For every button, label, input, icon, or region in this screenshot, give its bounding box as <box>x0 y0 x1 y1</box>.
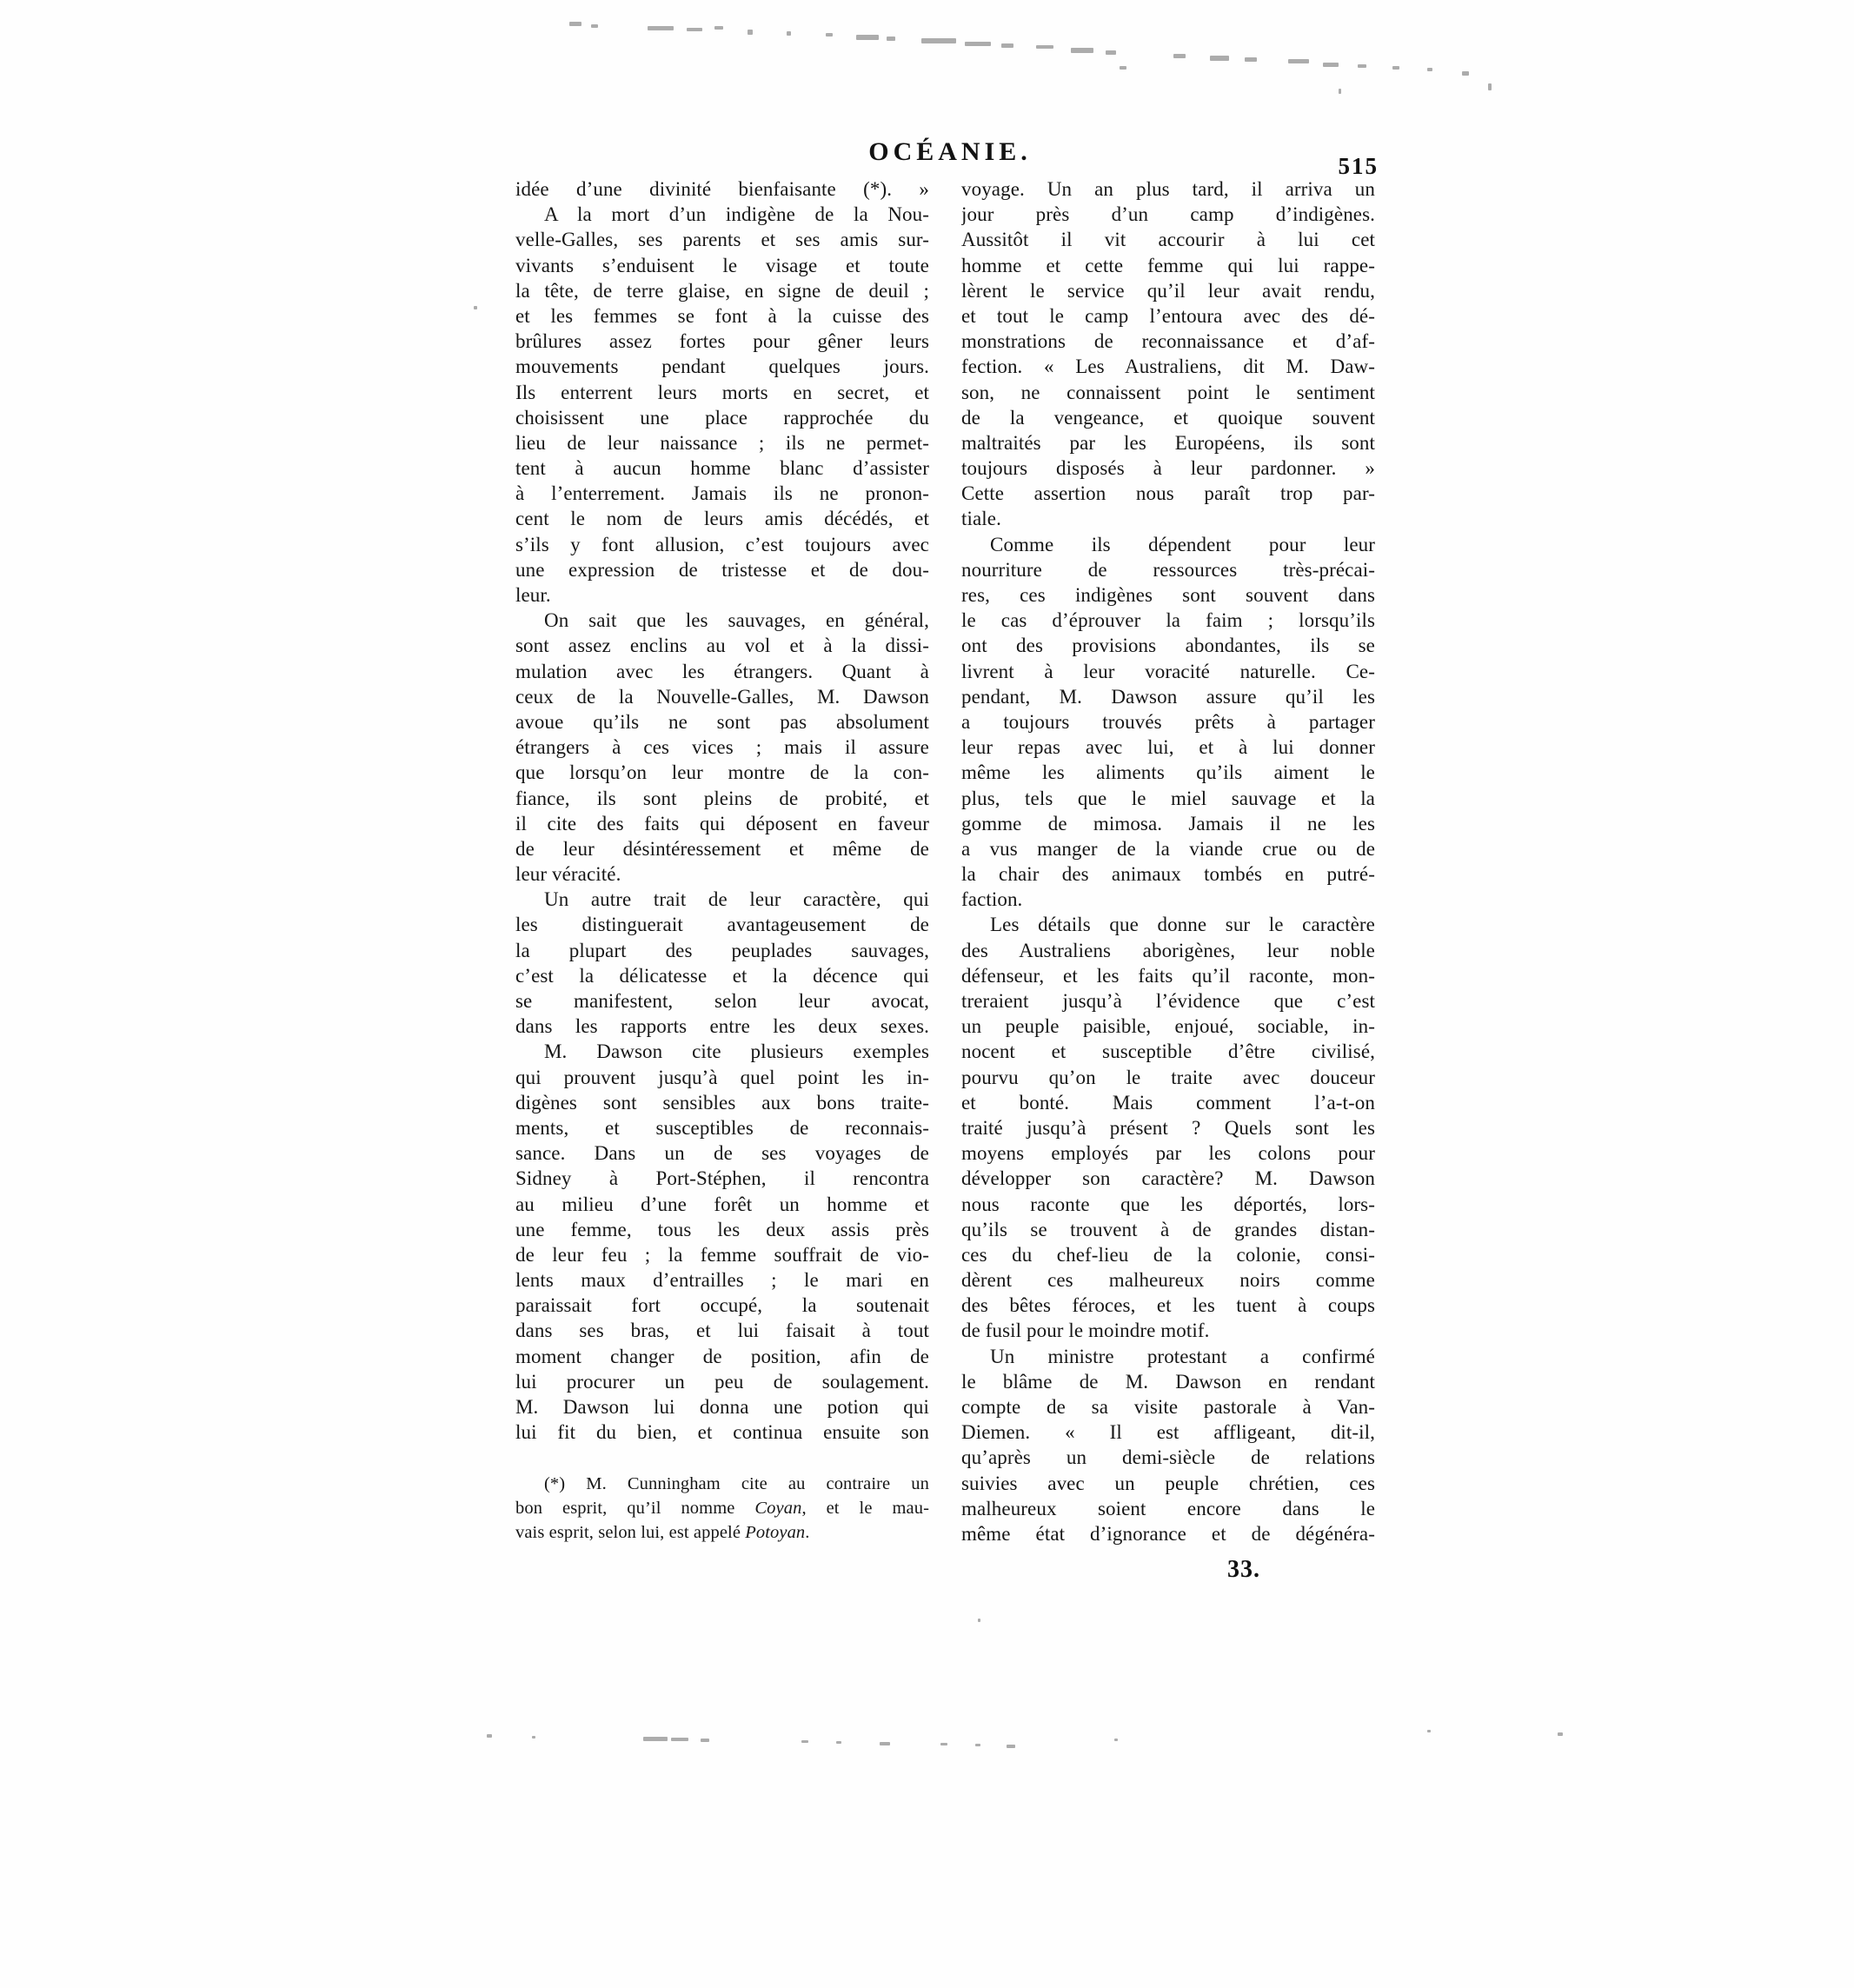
text-line: un peuple paisible, enjoué, sociable, in- <box>961 1015 1375 1038</box>
scan-artifact <box>591 24 598 28</box>
text-line: ceux de la Nouvelle-Galles, M. Dawson <box>515 685 929 708</box>
text-line: moyens employés par les colons pour <box>961 1142 1375 1165</box>
text-line: même les aliments qu’ils aiment le <box>961 761 1375 784</box>
scan-artifact <box>671 1738 688 1741</box>
right-column-text <box>961 176 1375 1546</box>
scan-artifact <box>836 1741 841 1744</box>
scan-artifact <box>965 42 991 46</box>
scan-artifact <box>1558 1732 1563 1736</box>
text-line: la plupart des peuplades sauvages, <box>515 939 929 961</box>
scan-artifact <box>714 26 723 30</box>
text-line: leur véracité. <box>515 863 621 886</box>
text-line: choisissent une place rapprochée du <box>515 406 929 429</box>
paragraph <box>961 912 1375 1343</box>
text-line: de leur feu ; la femme souffrait de vio- <box>515 1243 929 1266</box>
scan-artifact <box>1427 68 1432 71</box>
text-line: pendant, M. Dawson assure qu’il les <box>961 685 1375 708</box>
text-line: lents maux d’entrailles ; le mari en <box>515 1269 929 1292</box>
scan-artifact <box>1120 66 1126 70</box>
text-line: qu’après un demi-siècle de relations <box>961 1446 1375 1469</box>
text-line: (*) M. Cunningham cite au contraire un <box>544 1474 929 1494</box>
text-line: qui prouvent jusqu’à quel point les in- <box>515 1066 929 1088</box>
text-line: une femme, tous les deux assis près <box>515 1218 929 1240</box>
text-line: M. Dawson cite plusieurs exemples <box>544 1041 929 1063</box>
text-line: et tout le camp l’entoura avec des dé- <box>961 304 1375 327</box>
text-line: lui procurer un peu de soulagement. <box>515 1370 929 1393</box>
scan-artifact <box>826 33 833 37</box>
text-line: tent à aucun homme blanc d’assister <box>515 457 929 480</box>
text-line: de fusil pour le moindre motif. <box>961 1320 1210 1342</box>
scan-artifact <box>1071 48 1093 53</box>
scan-artifact <box>1339 89 1341 94</box>
text-line: velle-Galles, ses parents et ses amis sur- <box>515 229 929 251</box>
paragraph <box>961 532 1375 913</box>
text-line: fection. « Les Australiens, dit M. Daw- <box>961 356 1375 378</box>
text-line: A la mort d’un indigène de la Nou- <box>544 203 929 226</box>
text-line: a vus manger de la viande crue ou de <box>961 837 1375 860</box>
text-line: au milieu d’une forêt un homme et <box>515 1193 929 1215</box>
text-line: digènes sont sensibles aux bons traite- <box>515 1091 929 1114</box>
text-line: a toujours trouvés prêts à partager <box>961 710 1375 733</box>
scan-artifact <box>474 306 477 309</box>
left-column <box>515 176 929 1545</box>
scan-artifact <box>1036 45 1053 49</box>
text-line: nourriture de ressources très-précai- <box>961 558 1375 581</box>
text-line: même état d’ignorance et de dégénéra- <box>961 1522 1375 1545</box>
text-line: s’ils y font allusion, c’est toujours avec <box>515 533 929 555</box>
text-line: voyage. Un an plus tard, il arriva un <box>961 178 1375 200</box>
paragraph <box>515 202 929 608</box>
text-line: mouvements pendant quelques jours. <box>515 356 929 378</box>
scan-artifact <box>978 1619 980 1622</box>
text-line: sance. Dans un de ses voyages de <box>515 1142 929 1165</box>
scan-artifact <box>940 1743 947 1745</box>
text-line: la chair des animaux tombés en putré- <box>961 863 1375 886</box>
text-line: gomme de mimosa. Jamais il ne les <box>961 812 1375 834</box>
text-line: la tête, de terre glaise, en signe de deuil ; <box>515 279 929 302</box>
footnote <box>515 1472 929 1545</box>
scan-artifact <box>975 1744 980 1746</box>
paragraph <box>961 1344 1375 1547</box>
scan-artifact <box>801 1740 808 1743</box>
text-line: monstrations de reconnaissance et d’af- <box>961 330 1375 353</box>
text-line: leur. <box>515 584 551 606</box>
text-line: res, ces indigènes sont souvent dans <box>961 584 1375 606</box>
text-line: son, ne connaissent point le sentiment <box>961 381 1375 403</box>
scan-artifact <box>887 37 895 41</box>
text-line: le blâme de M. Dawson en rendant <box>961 1370 1375 1393</box>
text-line: de leur désintéressement et même de <box>515 837 929 860</box>
scan-artifact <box>1114 1739 1118 1741</box>
text-line: Diemen. « Il est affligeant, dit-il, <box>961 1421 1375 1444</box>
text-line: maltraités par les Européens, ils sont <box>961 431 1375 454</box>
text-line: ont des provisions abondantes, ils se <box>961 635 1375 657</box>
text-line: Sidney à Port-Stéphen, il rencontra <box>515 1167 929 1190</box>
scan-artifact <box>880 1742 890 1745</box>
text-line: ces du chef-lieu de la colonie, consi- <box>961 1243 1375 1266</box>
text-line: tiale. <box>961 508 1001 530</box>
text-line: moment changer de position, afin de <box>515 1345 929 1367</box>
text-line: idée d’une divinité bienfaisante (*). » <box>515 178 929 200</box>
right-column <box>961 176 1375 1546</box>
text-line: cent le nom de leurs amis décédés, et <box>515 508 929 530</box>
scan-artifact <box>701 1739 709 1742</box>
text-line: une expression de tristesse et de dou- <box>515 558 929 581</box>
paragraph <box>961 176 1375 532</box>
text-line: le cas d’éprouver la faim ; lorsqu’ils <box>961 609 1375 632</box>
scan-artifact <box>787 31 791 36</box>
text-line: leur repas avec lui, et à lui donner <box>961 736 1375 759</box>
text-line: ments, et susceptibles de reconnais- <box>515 1116 929 1139</box>
text-line: bon esprit, qu’il nomme Coyan, et le mau- <box>515 1499 929 1519</box>
text-line: vais esprit, selon lui, est appelé Potoyan. <box>515 1523 810 1543</box>
scan-artifact <box>1106 50 1116 55</box>
scan-artifact <box>1007 1745 1015 1748</box>
page-number: 515 <box>1338 153 1379 179</box>
text-line: il cite des faits qui déposent en faveur <box>515 812 929 834</box>
signature-mark: 33. <box>1227 1556 1260 1583</box>
scan-artifact <box>748 30 753 35</box>
text-line: vivants s’enduisent le visage et toute <box>515 254 929 276</box>
scan-artifact <box>1173 54 1186 58</box>
text-line: faction. <box>961 888 1023 911</box>
paragraph <box>515 608 929 887</box>
paragraph <box>515 176 929 202</box>
scan-artifact <box>487 1734 492 1738</box>
paragraph <box>515 1472 929 1545</box>
text-line: se manifestent, selon leur avocat, <box>515 990 929 1012</box>
running-head-title: OCÉANIE. <box>868 137 1032 166</box>
scan-artifact <box>1288 59 1309 63</box>
scan-artifact <box>648 26 674 30</box>
left-column-text <box>515 176 929 1445</box>
text-line: Aussitôt il vit accourir à lui cet <box>961 229 1375 251</box>
text-line: Un ministre protestant a confirmé <box>990 1345 1375 1367</box>
text-line: nous raconte que les déportés, lors- <box>961 1193 1375 1215</box>
text-line: que lorsqu’on leur montre de la con- <box>515 761 929 784</box>
text-line: Comme ils dépendent pour leur <box>990 533 1375 555</box>
text-line: et les femmes se font à la cuisse des <box>515 304 929 327</box>
text-line: Les détails que donne sur le caractère <box>990 914 1375 936</box>
text-line: fiance, ils sont pleins de probité, et <box>515 787 929 809</box>
text-line: dans les rapports entre les deux sexes. <box>515 1015 929 1038</box>
text-line: M. Dawson lui donna une potion qui <box>515 1396 929 1418</box>
scan-artifact <box>1323 63 1339 67</box>
text-line: Un autre trait de leur caractère, qui <box>544 888 929 911</box>
text-line: On sait que les sauvages, en général, <box>544 609 929 632</box>
text-line: lèrent le service qu’il leur avait rendu, <box>961 279 1375 302</box>
text-line: paraissait fort occupé, la soutenait <box>515 1294 929 1317</box>
text-line: jour près d’un camp d’indigènes. <box>961 203 1375 226</box>
text-line: qu’ils se trouvent à de grandes distan- <box>961 1218 1375 1240</box>
text-line: suivies avec un peuple chrétien, ces <box>961 1472 1375 1494</box>
text-line: de la vengeance, et quoique souvent <box>961 406 1375 429</box>
scan-artifact <box>1358 64 1366 68</box>
text-line: Cette assertion nous paraît trop par- <box>961 482 1375 505</box>
text-line: et bonté. Mais comment l’a-t-on <box>961 1091 1375 1114</box>
text-line: dans ses bras, et lui faisait à tout <box>515 1320 929 1342</box>
text-line: lui fit du bien, et continua ensuite son <box>515 1421 929 1444</box>
text-line: traité jusqu’à présent ? Quels sont les <box>961 1116 1375 1139</box>
scan-artifact <box>1245 57 1257 62</box>
text-line: livrent à leur voracité naturelle. Ce- <box>961 660 1375 682</box>
scan-artifact <box>921 38 956 43</box>
text-line: toujours disposés à leur pardonner. » <box>961 457 1375 480</box>
text-line: nocent et susceptible d’être civilisé, <box>961 1041 1375 1063</box>
text-line: défenseur, et les faits qu’il raconte, mon- <box>961 964 1375 987</box>
scan-artifact <box>1427 1730 1431 1732</box>
scan-artifact <box>532 1736 535 1739</box>
text-line: treraient jusqu’à l’évidence que c’est <box>961 990 1375 1012</box>
scan-artifact <box>1001 43 1013 48</box>
paragraph <box>515 887 929 1039</box>
text-line: compte de sa visite pastorale à Van- <box>961 1396 1375 1418</box>
text-line: lieu de leur naissance ; ils ne permet- <box>515 431 929 454</box>
text-line: les distinguerait avantageusement de <box>515 914 929 936</box>
text-line: malheureux soient encore dans le <box>961 1497 1375 1519</box>
text-line: étrangers à ces vices ; mais il assure <box>515 736 929 759</box>
text-line: sont assez enclins au vol et à la dissi- <box>515 635 929 657</box>
text-line: des bêtes féroces, et les tuent à coups <box>961 1294 1375 1317</box>
paragraph <box>515 1039 929 1445</box>
text-line: brûlures assez fortes pour gêner leurs <box>515 330 929 353</box>
text-line: mulation avec les étrangers. Quant à <box>515 660 929 682</box>
text-line: des Australiens aborigènes, leur noble <box>961 939 1375 961</box>
scan-artifact <box>1488 83 1492 90</box>
scan-artifact <box>1392 66 1399 70</box>
text-line: Ils enterrent leurs morts en secret, et <box>515 381 929 403</box>
scan-artifact <box>687 28 702 31</box>
scan-artifact <box>643 1737 668 1741</box>
scan-artifact <box>569 22 581 26</box>
text-line: développer son caractère? M. Dawson <box>961 1167 1375 1190</box>
text-line: plus, tels que le miel sauvage et la <box>961 787 1375 809</box>
text-line: à l’enterrement. Jamais ils ne pronon- <box>515 482 929 505</box>
text-line: homme et cette femme qui lui rappe- <box>961 254 1375 276</box>
text-line: avoue qu’ils ne sont pas absolument <box>515 710 929 733</box>
scan-artifact <box>1210 56 1229 61</box>
scan-artifact <box>856 35 879 40</box>
text-line: pourvu qu’on le traite avec douceur <box>961 1066 1375 1088</box>
text-line: c’est la délicatesse et la décence qui <box>515 964 929 987</box>
scan-artifact <box>1462 71 1469 76</box>
text-line: dèrent ces malheureux noirs comme <box>961 1269 1375 1292</box>
